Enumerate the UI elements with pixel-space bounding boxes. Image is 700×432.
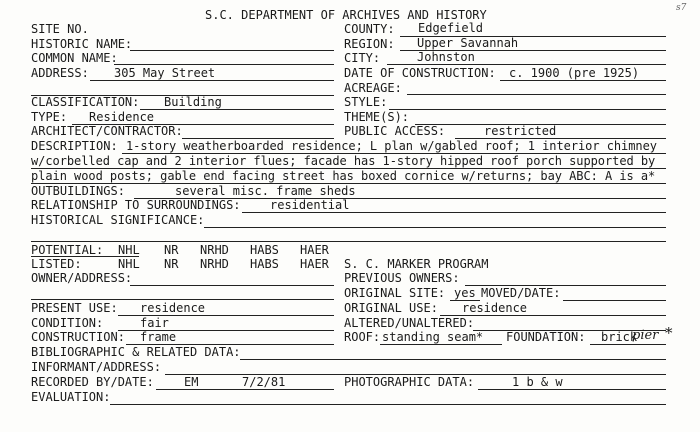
- original-site-label: ORIGINAL SITE:: [344, 286, 446, 300]
- listed-habs: HABS: [250, 257, 279, 271]
- acreage-label: ACREAGE:: [344, 81, 402, 95]
- address-line: [90, 80, 334, 81]
- city-value: Johnston: [417, 50, 475, 64]
- original-use-value: residence: [462, 301, 528, 315]
- city-label: CITY:: [344, 51, 381, 65]
- roof-label: ROOF:: [344, 330, 381, 344]
- style-line: [389, 109, 666, 110]
- relationship-value: residential: [270, 198, 350, 212]
- foundation-label: FOUNDATION:: [506, 330, 586, 344]
- construction-value: frame: [140, 330, 177, 344]
- classification-line: [140, 109, 334, 110]
- date-of-construction-value: c. 1900 (pre 1925): [509, 66, 640, 80]
- themes-label: THEME(S):: [344, 110, 410, 124]
- potential-haer: HAER: [300, 243, 329, 257]
- description-label: DESCRIPTION:: [31, 139, 118, 153]
- public-access-label: PUBLIC ACCESS:: [344, 124, 446, 138]
- potential-nrhd: NRHD: [200, 243, 229, 257]
- historical-significance-line-1: [204, 227, 666, 228]
- bibliographic-line: [240, 359, 666, 360]
- county-value: Edgefield: [418, 21, 484, 35]
- foundation-value: brick: [601, 330, 638, 344]
- outbuildings-value: several misc. frame sheds: [175, 184, 356, 198]
- photographic-line: [478, 389, 666, 390]
- historic-name-line: [130, 50, 334, 51]
- altered-label: ALTERED/UNALTERED:: [344, 316, 475, 330]
- listed-nrhd: NRHD: [200, 257, 229, 271]
- owner-address-line-2: [31, 299, 334, 300]
- date-of-construction-line: [500, 80, 666, 81]
- public-access-value: restricted: [484, 124, 557, 138]
- description-line-3: plain wood posts; gable end facing street has boxed cornice w/returns; bay ABC: A is a*: [31, 169, 656, 183]
- foundation-line: [590, 344, 666, 345]
- original-site-value: yes: [454, 286, 476, 300]
- type-label: TYPE:: [31, 110, 68, 124]
- construction-label: CONSTRUCTION:: [31, 330, 125, 344]
- recorded-line: [156, 389, 334, 390]
- site-no-label: SITE NO.: [31, 22, 89, 36]
- moved-date-line: [563, 300, 666, 301]
- potential-habs: HABS: [250, 243, 279, 257]
- form-title: S.C. DEPARTMENT OF ARCHIVES AND HISTORY: [205, 8, 487, 22]
- photographic-label: PHOTOGRAPHIC DATA:: [344, 375, 475, 389]
- recorded-date-value: 7/2/81: [242, 375, 286, 389]
- roof-line: [380, 344, 502, 345]
- listed-nhl: NHL: [118, 257, 140, 271]
- description-line-1: 1-story weatherboarded residence; L plan w/gabled roof; 1 interior chimney: [126, 139, 657, 153]
- relationship-line: [242, 212, 666, 213]
- informant-label: INFORMANT/ADDRESS:: [31, 360, 162, 374]
- address-label: ADDRESS:: [31, 66, 89, 80]
- classification-label: CLASSIFICATION:: [31, 95, 140, 109]
- potential-nhl: NHL: [118, 243, 140, 257]
- style-label: STYLE:: [344, 95, 388, 109]
- listed-nr: NR: [164, 257, 179, 271]
- original-use-label: ORIGINAL USE:: [344, 301, 438, 315]
- historical-significance-line-2: [31, 241, 666, 242]
- description-line-2: w/corbelled cap and 2 interior flues; facade has 1-story hipped roof porch supported by: [31, 154, 656, 168]
- region-value: Upper Savannah: [417, 36, 519, 50]
- listed-label: LISTED:: [31, 257, 82, 271]
- moved-date-label: MOVED/DATE:: [481, 286, 561, 300]
- classification-value: Building: [164, 95, 222, 109]
- marker-program-label: S. C. MARKER PROGRAM: [344, 257, 489, 271]
- historic-name-label: HISTORIC NAME:: [31, 37, 133, 51]
- foundation-asterisk: *: [665, 324, 673, 342]
- foundation-handwritten-note: pier: [632, 328, 659, 343]
- recorded-label: RECORDED BY/DATE:: [31, 375, 154, 389]
- previous-owners-label: PREVIOUS OWNERS:: [344, 271, 460, 285]
- common-name-line: [114, 64, 334, 65]
- relationship-label: RELATIONSHIP TO SURROUNDINGS:: [31, 198, 241, 212]
- address-value: 305 May Street: [114, 66, 216, 80]
- present-use-value: residence: [140, 301, 206, 315]
- condition-value: fair: [140, 316, 169, 330]
- city-line: [387, 64, 666, 65]
- evaluation-line: [110, 404, 666, 405]
- corner-pencil-mark: s7: [676, 3, 687, 13]
- potential-label: POTENTIAL:: [31, 243, 104, 257]
- date-of-construction-label: DATE OF CONSTRUCTION:: [344, 66, 496, 80]
- architect-label: ARCHITECT/CONTRACTOR:: [31, 124, 183, 138]
- owner-address-line: [130, 285, 334, 286]
- historical-significance-label: HISTORICAL SIGNIFICANCE:: [31, 213, 205, 227]
- present-use-label: PRESENT USE:: [31, 301, 118, 315]
- listed-haer: HAER: [300, 257, 329, 271]
- outbuildings-label: OUTBUILDINGS:: [31, 184, 125, 198]
- recorded-by-value: EM: [184, 375, 199, 389]
- photographic-value: 1 b & w: [512, 375, 563, 389]
- potential-nr: NR: [164, 243, 179, 257]
- bibliographic-label: BIBLIOGRAPHIC & RELATED DATA:: [31, 345, 241, 359]
- region-label: REGION:: [344, 37, 395, 51]
- owner-address-label: OWNER/ADDRESS:: [31, 271, 133, 285]
- condition-label: CONDITION:: [31, 316, 104, 330]
- county-label: COUNTY:: [344, 22, 395, 36]
- roof-value: standing seam*: [382, 330, 484, 344]
- common-name-label: COMMON NAME:: [31, 51, 118, 65]
- evaluation-label: EVALUATION:: [31, 390, 111, 404]
- type-value: Residence: [89, 110, 155, 124]
- acreage-line: [407, 94, 666, 95]
